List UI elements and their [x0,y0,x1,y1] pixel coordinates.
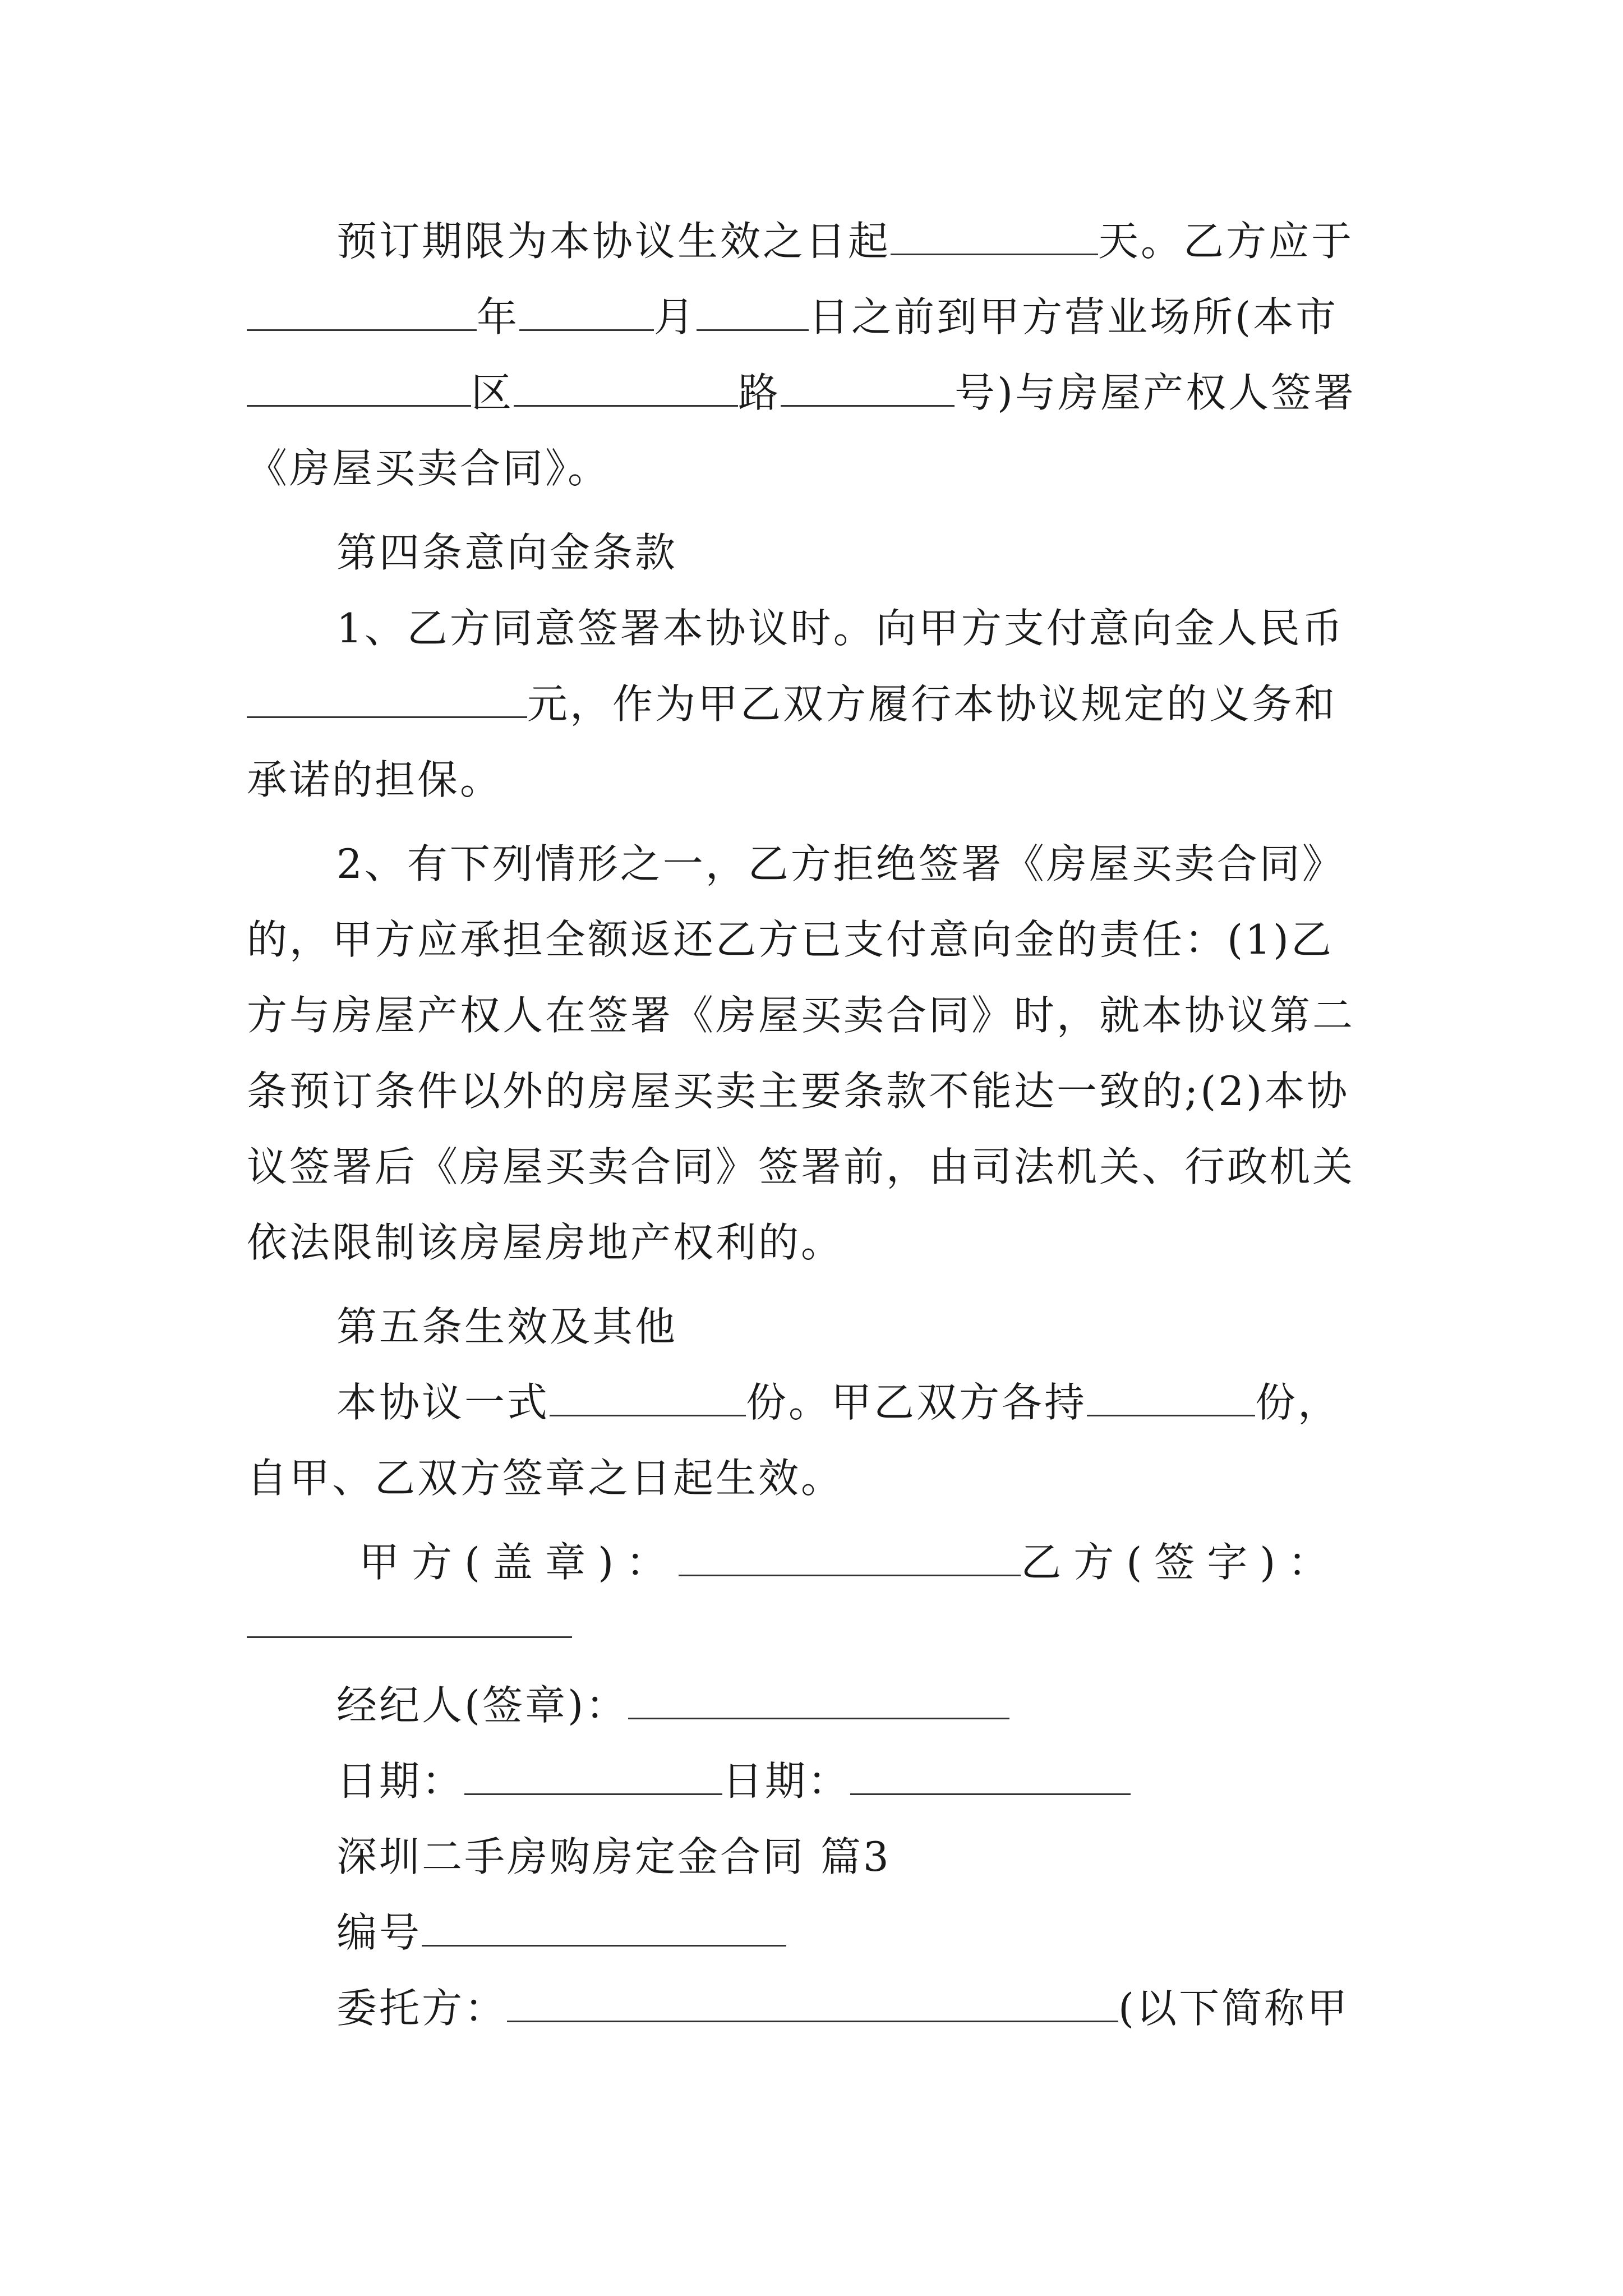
paragraph-line: 依法限制该房屋房地产权利的。 [247,1219,844,1266]
blank-field [247,1597,572,1638]
blank-field [550,1375,746,1416]
text: 年 [477,293,520,341]
client-tail: (以下简称甲 [1118,1985,1350,2032]
number-label: 编号 [336,1909,422,1956]
agent-line [336,1672,1385,1739]
paragraph-line [247,670,1385,738]
blank-field [697,290,809,331]
paragraph-line: 条预订条件以外的房屋买卖主要条款不能达一致的;(2)本协 [247,1068,1350,1115]
paragraph-line [336,208,1385,275]
blank-field [514,366,738,407]
date-label: 日期： [722,1757,851,1805]
blank-field [464,1754,722,1795]
party-a-label: 甲方(盖章)： [359,1539,679,1586]
section-title: 第五条生效及其他 [336,1303,678,1350]
blank-field [422,1906,786,1947]
number-line [336,1899,1385,1966]
text: 元，作为甲乙双方履行本协议规定的义务和 [527,680,1338,728]
blank-field [891,214,1098,255]
paragraph-line: 2、有下列情形之一，乙方拒绝签署《房屋买卖合同》 [336,840,1345,887]
agent-label: 经纪人(签章)： [336,1682,629,1729]
paragraph-line: 方与房屋产权人在签署《房屋买卖合同》时，就本协议第二 [247,992,1355,1039]
text: 月 [654,293,697,341]
paragraph-line [247,359,1385,426]
text: 份， [1255,1379,1341,1426]
blank-field [781,366,955,407]
section-heading: 深圳二手房购房定金合同 篇3 [336,1833,891,1880]
blank-field [247,677,527,718]
blank-field [850,1754,1131,1795]
blank-field [247,366,471,407]
paragraph-line [247,283,1385,351]
blank-field [1087,1375,1255,1416]
text: 路 [738,369,781,416]
blank-field [507,1981,1118,2022]
text: 日之前到甲方营业场所(本市 [809,293,1339,341]
text: 份。甲乙双方各持 [746,1379,1087,1426]
text: 预订期限为本协议生效之日起 [336,218,891,265]
section-title: 第四条意向金条款 [336,529,678,576]
paragraph-line: 承诺的担保。 [247,756,503,803]
client-line [336,1975,1385,2042]
blank-field [628,1678,1009,1719]
paragraph-line [336,1369,1385,1436]
paragraph-line: 1、乙方同意签署本协议时。向甲方支付意向金人民币 [336,605,1345,652]
text: 天。乙方应于 [1098,218,1354,265]
date-line [336,1747,1385,1815]
paragraph-line: 自甲、乙双方签章之日起生效。 [247,1455,844,1502]
paragraph-line: 议签署后《房屋买卖合同》签署前，由司法机关、行政机关 [247,1143,1355,1190]
blank-field [519,290,654,331]
blank-field [247,290,477,331]
date-label: 日期： [336,1757,465,1805]
paragraph-line: 《房屋买卖合同》。 [247,445,611,492]
signature-line [359,1529,1385,1596]
party-b-label: 乙方(签字)： [1021,1539,1341,1586]
client-label: 委托方： [336,1985,508,2032]
text: 本协议一式 [336,1379,550,1426]
signature-continuation [247,1590,1385,1658]
paragraph-line: 的，甲方应承担全额返还乙方已支付意向金的责任：(1)乙 [247,916,1334,963]
text: 区 [471,369,514,416]
text: 号)与房屋产权人签署 [955,369,1357,416]
blank-field [679,1535,1021,1576]
